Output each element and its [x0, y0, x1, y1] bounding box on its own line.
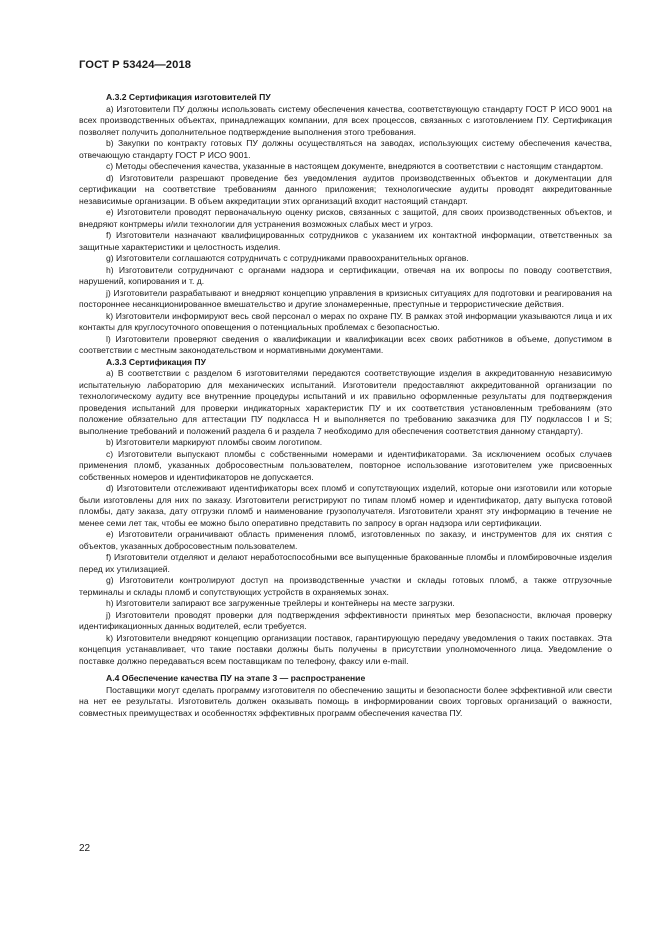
paragraph: g) Изготовители контролируют доступ на производственные участки и склады готовых пломб, а также отгрузочные терминалы и склады пломб и сопутствующих устройств в охраняемых зонах.: [79, 575, 612, 597]
paragraph: g) Изготовители соглашаются сотрудничать с сотрудниками правоохранительных органов.: [106, 253, 469, 263]
paragraph: а) Изготовители ПУ должны использовать систему обеспечения качества, соответствующую стандарту ГОСТ Р ИСО 9001 на всех производственных объектах, принадлежащих компании, для всех процессов, связанных с изготовлением ПУ. Сертификация позволяет получить дополнительное подтверждение выполнения этого требования.: [79, 103, 612, 137]
section-heading: А.3.2 Сертификация изготовителей ПУ: [106, 92, 271, 102]
standard-header: ГОСТ Р 53424—2018: [79, 59, 192, 71]
paragraph: c) Изготовители выпускают пломбы с собственными номерами и идентификаторами. За исключением особых случаев применения пломб, указанных добросовестным пользователем, повторное использование изготовителем уже присвоенных собственных номеров и идентификаторов не допускается.: [79, 448, 612, 482]
paragraph: c) Методы обеспечения качества, указанные в настоящем документе, внедряются в соответствии с настоящим стандартом.: [106, 161, 604, 171]
section-heading: А.3.3 Сертификация ПУ: [106, 356, 206, 367]
paragraph: а) В соответствии с разделом 6 изготовителями передаются соответствующие изделия в аккредитованную независимую испытательную лабораторию для механических испытаний. Изготовители предоставляют аккредитованной организации по технологическому аудиту все внутренние процедуры испытаний и их правильно оформленные результаты для подтверждения проведения испытаний для проверки индикаторных характеристик ПУ и их соответствия установленным требованиям (это положение обязательно для аттестации ПУ подкласса Н и выполняется по требованию заказчика для ПУ подклассов I и S; выполнение требований и положений раздела 6 и раздела 7 необходимо для обеспечения соответствия данному стандарту).: [79, 368, 612, 436]
paragraph: k) Изготовители внедряют концепцию организации поставок, гарантирующую передачу уведомления о таких поставках. Эта концепция устанавливает, что такие поставки должны быть получены в присутствии уполномоченного лица. Уведомление о поставке должно передаваться всем поставщикам по телефону, факсу или e-mail.: [79, 632, 612, 666]
section-heading: А.4 Обеспечение качества ПУ на этапе 3 — распространение: [106, 673, 366, 683]
paragraph: f) Изготовители назначают квалифицированных сотрудников с указанием их контактной информации, ответственных за защитные характеристики и целостность изделия.: [79, 230, 612, 252]
paragraph: h) Изготовители сотрудничают с органами надзора и сертификации, отвечая на их вопросы по поводу соответствия, нарушений, копирования и т. д.: [79, 264, 612, 286]
paragraph: l) Изготовители проверяют сведения о квалификации и квалификации всех своих работников в объеме, допустимом в соответствии с местным законодательством и нормативными документами.: [79, 333, 612, 355]
paragraph: e) Изготовители проводят первоначальную оценку рисков, связанных с защитой, для своих производственных объектов, и внедряют контрмеры и/или технологии для устранения возможных слабых мест и угроз.: [79, 207, 612, 229]
page-number: 22: [79, 843, 91, 854]
paragraph: j) Изготовители проводят проверки для подтверждения эффективности принятых мер безопасности, включая проверку идентификационных данных водителей, если требуется.: [79, 609, 612, 631]
paragraph: h) Изготовители запирают все загруженные трейлеры и контейнеры на месте загрузки.: [106, 598, 455, 608]
document-body: [79, 92, 612, 719]
paragraph: b) Закупки по контракту готовых ПУ должны осуществляться на заводах, использующих систему обеспечения качества, отвечающую стандарту ГОСТ Р ИСО 9001.: [79, 138, 612, 160]
paragraph: d) Изготовители разрешают проведение без уведомления аудитов производственных объектов и документации для сертификации на соответствие требованиям данного приложения; технологические аудиты проводят аккредитованные независимые организации. В объем аккредитации этих организаций входит настоящий стандарт.: [79, 172, 612, 206]
paragraph: Поставщики могут сделать программу изготовителя по обеспечению защиты и безопасности более эффективной или свести на нет ее результаты. Изготовитель должен оказывать помощь в информировании своих торговых организаций о важности, совместных преимуществах и особенностях эффективных программ обеспечения качества ПУ.: [79, 684, 612, 718]
paragraph: k) Изготовители информируют весь свой персонал о мерах по охране ПУ. В рамках этой информации указываются лица и их контакты для круглосуточного оповещения о потенциальных проблемах с безопасностью.: [79, 310, 612, 332]
paragraph: f) Изготовители отделяют и делают неработоспособными все выпущенные бракованные пломбы и пломбировочные изделия перед их утилизацией.: [79, 552, 612, 574]
paragraph: b) Изготовители маркируют пломбы своим логотипом.: [106, 437, 323, 447]
paragraph: j) Изготовители разрабатывают и внедряют концепцию управления в кризисных ситуациях для подготовки и реагирования на постороннее несанкционированное вмешательство и другие злонамеренные, преступные и террористические действия.: [79, 287, 612, 309]
paragraph: e) Изготовители ограничивают область применения пломб, изготовленных по заказу, и инструментов для их снятия с объектов, указанных добросовестным пользователем.: [79, 529, 612, 551]
paragraph: d) Изготовители отслеживают идентификаторы всех пломб и сопутствующих изделий, которые они изготовили или которые были изготовлены для них по заказу. Изготовители регистрируют по типам пломб номер и идентификатор, дату выпуска готовой пломбы, дату заказа, дату отгрузки пломб и наименование грузополучателя. Изготовители хранят эту информацию в течение не менее семи лет так, чтобы ее можно было оперативно представить по запросу в орган надзора или сертификации.: [79, 483, 612, 528]
